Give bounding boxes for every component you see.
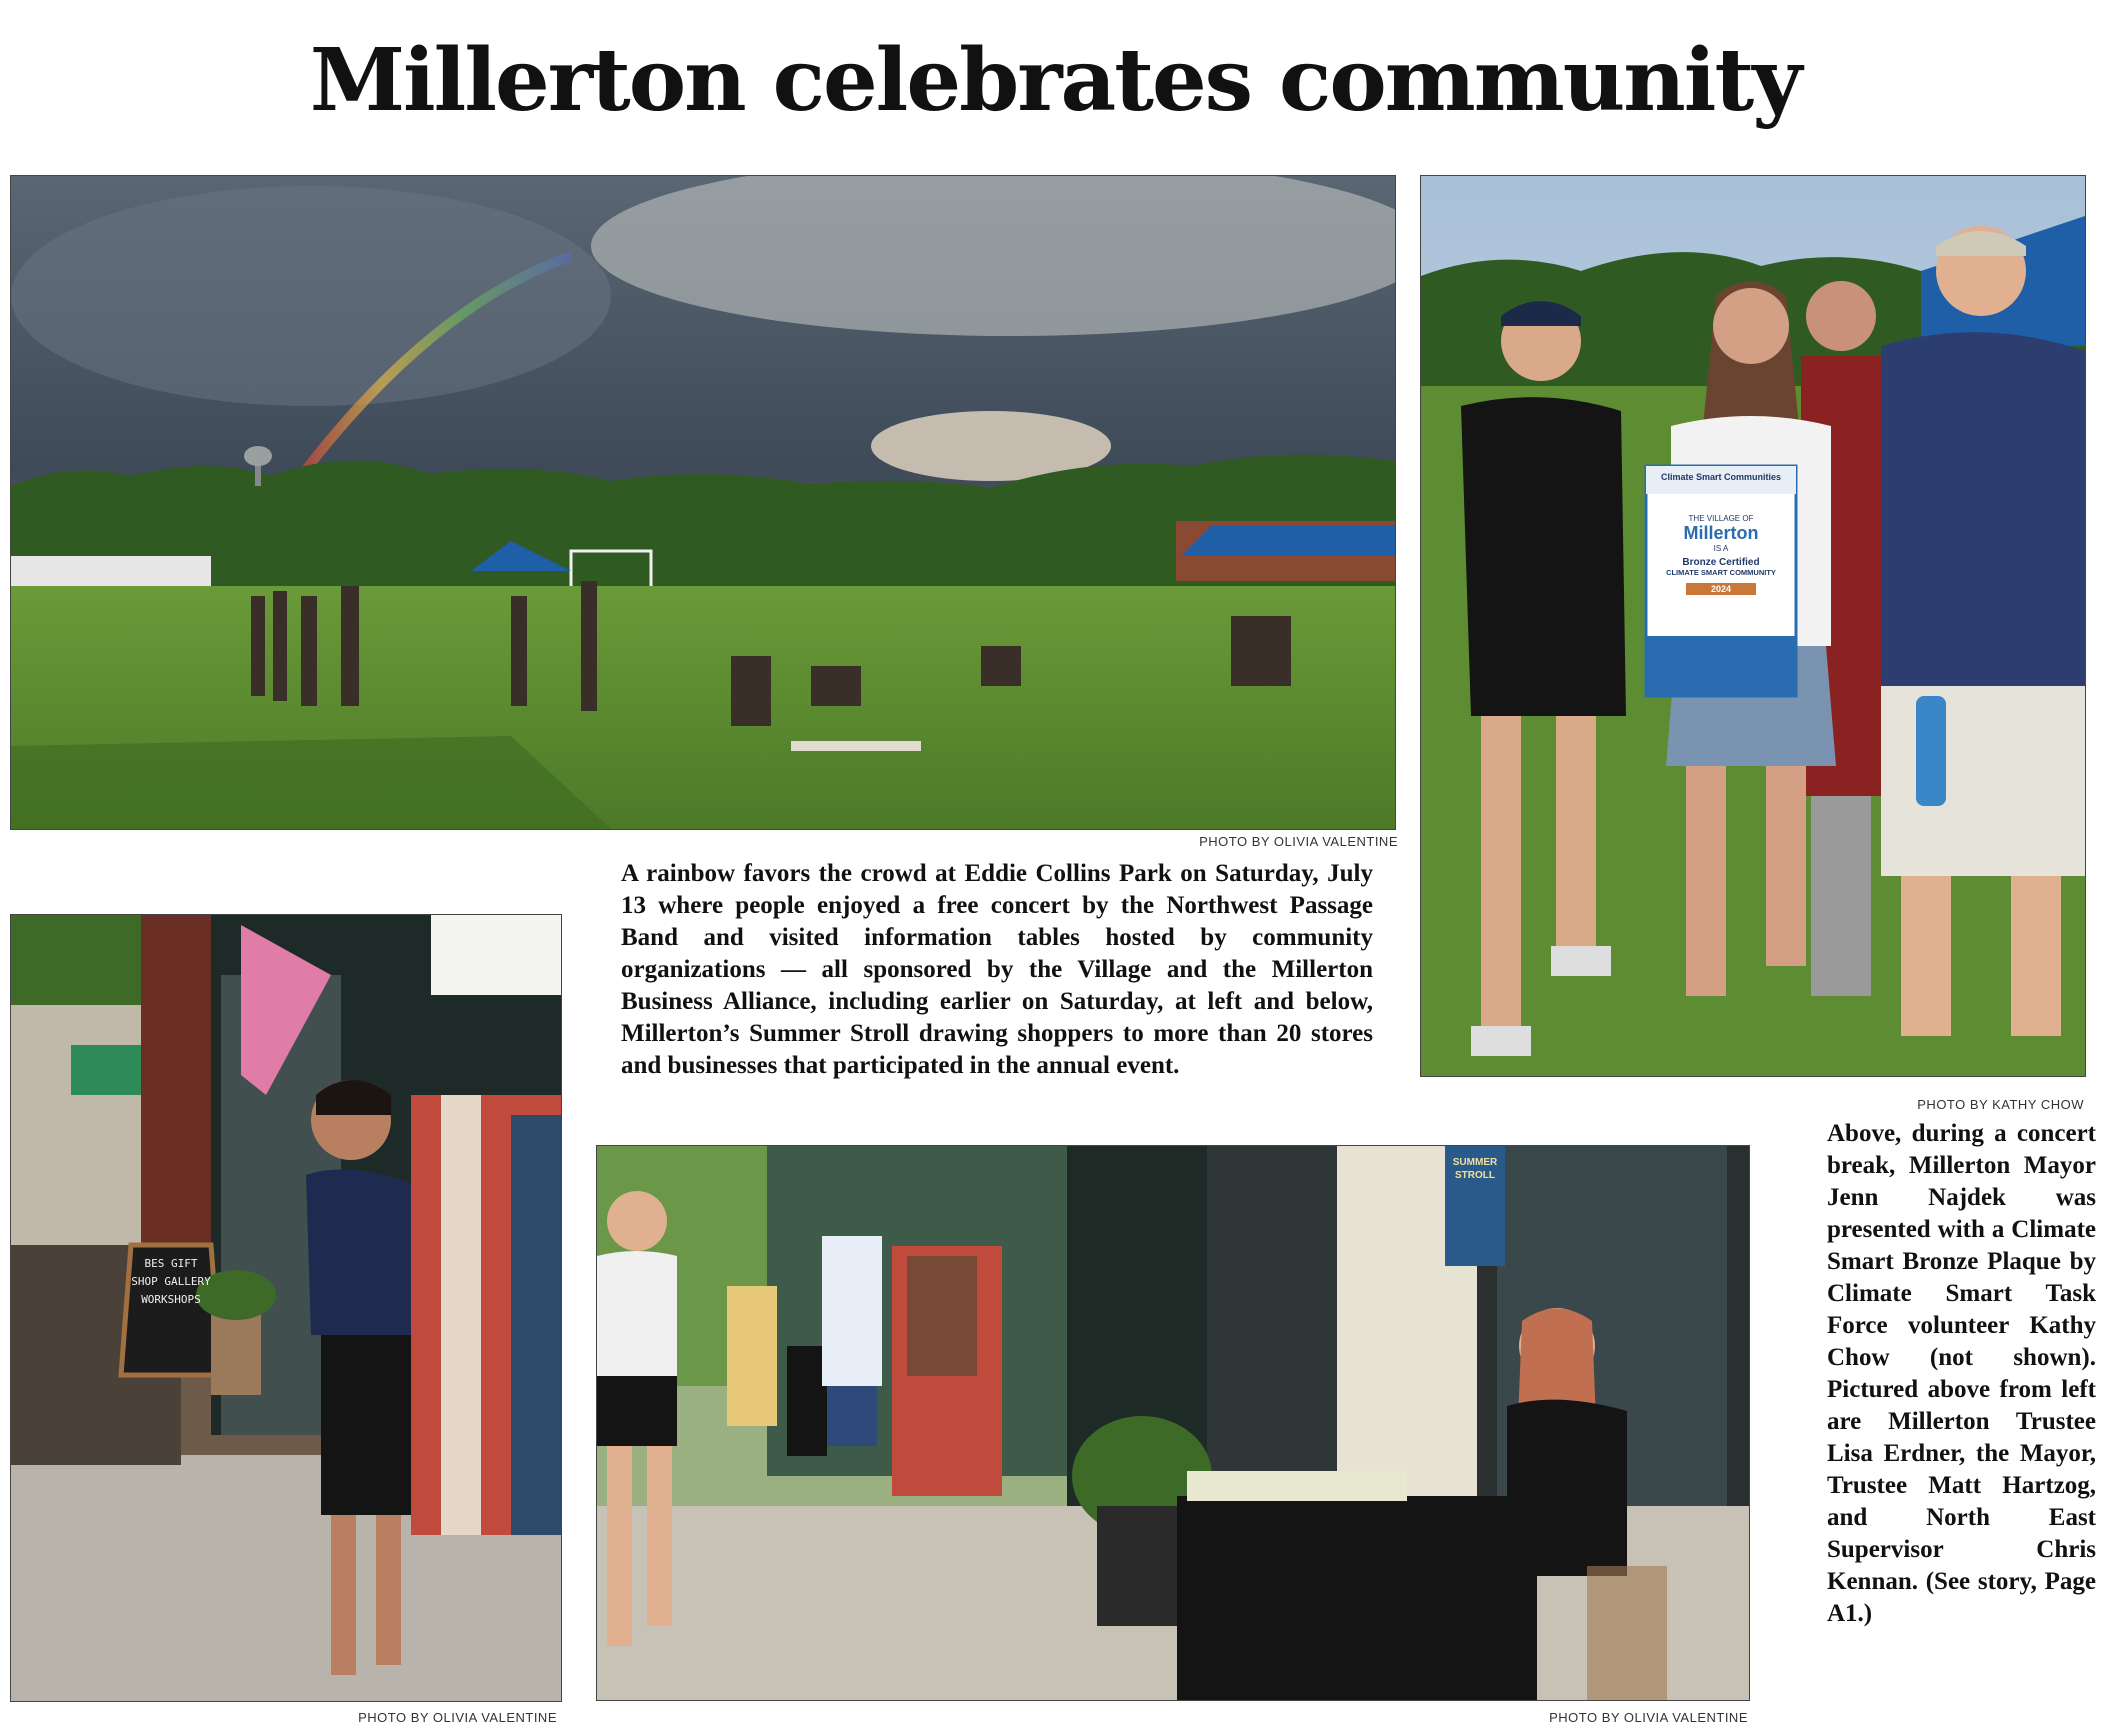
shop-sidewalk-photo xyxy=(10,914,562,1702)
plaque-certification: Bronze Certified xyxy=(1682,557,1760,568)
summer-stroll-photo xyxy=(596,1145,1750,1701)
plaque-title: THE VILLAGE OF xyxy=(1688,514,1754,523)
main-caption: A rainbow favors the crowd at Eddie Collins Park on Saturday, July 13 where people enjoyed a free concert by the Northwest Passage Band and visited information tables hosted by community organizations — all sponsored by the Village and the Millerton Business Alliance, including earlier on Saturday, at left and below, Millerton’s Summer Stroll drawing shoppers to more than 20 stores and businesses that participated in the annual event. xyxy=(621,860,1373,1079)
plaque-is: IS A xyxy=(1713,544,1729,553)
park-concert-photo xyxy=(10,175,1396,830)
headline: Millerton celebrates community xyxy=(309,30,1801,131)
climate-smart-plaque-photo xyxy=(1420,175,2086,1077)
plaque-village-name: Millerton xyxy=(1683,523,1759,543)
plaque-year: 2024 xyxy=(1686,583,1756,595)
summer-stroll-poster: SUMMER STROLL xyxy=(1452,1157,1498,1181)
chalkboard-sign: BES GIFT SHOP GALLERY WORKSHOPS xyxy=(131,1257,211,1306)
photo-credit-park: PHOTO BY OLIVIA VALENTINE xyxy=(1199,834,1398,849)
photo-credit-plaque: PHOTO BY KATHY CHOW xyxy=(1917,1097,2084,1112)
side-caption: Above, during a concert break, Millerton Mayor Jenn Najdek was presented with a Climate Smart Bronze Plaque by Climate Smart Task Force volunteer Kathy Chow (not shown). Pictured above from left are Millerton Trustee Lisa Erdner, the Mayor, Trustee Matt Hartzog, and North East Supervisor Chris Kennan. (See story, Page A1.) xyxy=(1827,1120,2096,1627)
plaque-sign xyxy=(1646,466,1796,696)
plaque-header: Climate Smart Communities xyxy=(1660,472,1782,482)
photo-credit-shop: PHOTO BY OLIVIA VALENTINE xyxy=(358,1710,557,1725)
plaque-community: CLIMATE SMART COMMUNITY xyxy=(1666,568,1776,577)
photo-credit-stroll: PHOTO BY OLIVIA VALENTINE xyxy=(1549,1710,1748,1725)
